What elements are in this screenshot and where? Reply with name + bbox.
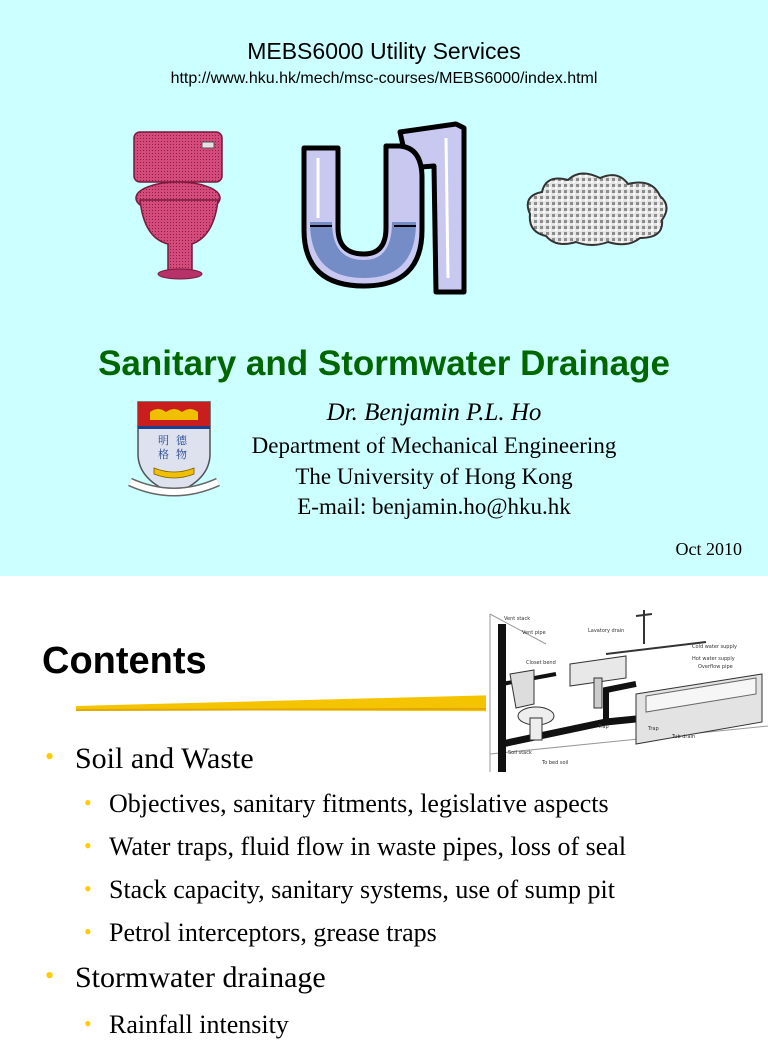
sub-bullet-label: Stack capacity, sanitary systems, use of sump pit: [109, 875, 615, 904]
svg-text:Vent pipe: Vent pipe: [522, 630, 546, 636]
sub-bullet: [84, 789, 609, 819]
svg-text:Lavatory drain: Lavatory drain: [588, 628, 625, 634]
course-title: MEBS6000 Utility Services: [247, 38, 521, 64]
sub-bullet-dot: •: [84, 1011, 92, 1036]
svg-text:Trap: Trap: [598, 724, 609, 730]
bullet-stormwater-drainage: [45, 961, 326, 995]
sub-bullet-dot: •: [84, 876, 92, 901]
main-title: Sanitary and Stormwater Drainage: [98, 344, 670, 383]
svg-text:Cold water supply: Cold water supply: [692, 644, 738, 650]
cloud-icon: [522, 166, 672, 248]
plumbing-diagram-icon: [486, 604, 768, 772]
contents-slide: [0, 576, 768, 1039]
sub-bullet-dot: •: [84, 790, 92, 815]
sub-bullet-label: Petrol interceptors, grease traps: [109, 918, 437, 947]
svg-text:To bed soil: To bed soil: [542, 760, 569, 766]
sub-bullet-dot: •: [84, 919, 92, 944]
hku-crest-icon: [128, 398, 220, 502]
sub-bullet: [84, 832, 626, 862]
sub-bullet: [84, 1010, 289, 1040]
svg-text:Soil stack: Soil stack: [508, 750, 532, 756]
author-email: E-mail: benjamin.ho@hku.hk: [297, 494, 571, 519]
bullet-dot: •: [45, 742, 55, 771]
svg-text:Tub drain: Tub drain: [672, 734, 696, 740]
svg-text:明: 明: [158, 434, 169, 447]
bullet-dot: •: [45, 961, 55, 990]
svg-text:Closet bend: Closet bend: [526, 660, 556, 666]
bullet-label: Soil and Waste: [75, 742, 254, 775]
pipe-trap-icon: [296, 118, 480, 296]
slide-date: Oct 2010: [675, 539, 742, 559]
svg-text:物: 物: [176, 448, 187, 461]
svg-text:格: 格: [158, 448, 169, 461]
course-url: http://www.hku.hk/mech/msc-courses/MEBS6000/index.html: [170, 70, 598, 87]
toilet-icon: [128, 126, 230, 282]
sub-bullet-label: Rainfall intensity: [109, 1010, 289, 1039]
svg-text:Vent stack: Vent stack: [504, 616, 531, 622]
contents-title: Contents: [42, 640, 207, 682]
bullet-soil-and-waste: [45, 742, 254, 776]
sub-bullet-label: Water traps, fluid flow in waste pipes, loss of seal: [109, 832, 627, 861]
author-name: Dr. Benjamin P.L. Ho: [326, 399, 542, 426]
author-university: The University of Hong Kong: [295, 464, 573, 489]
sub-bullet: [84, 918, 437, 948]
svg-text:Trap: Trap: [648, 726, 659, 732]
svg-text:Overflow pipe: Overflow pipe: [698, 664, 733, 670]
svg-text:德: 德: [176, 434, 187, 447]
sub-bullet-label: Objectives, sanitary fitments, legislative aspects: [109, 789, 609, 818]
bullet-label: Stormwater drainage: [75, 961, 326, 994]
author-department: Department of Mechanical Engineering: [251, 433, 617, 458]
sub-bullet-dot: •: [84, 833, 92, 858]
sub-bullet: [84, 875, 615, 905]
svg-text:Hot water supply: Hot water supply: [692, 656, 735, 662]
